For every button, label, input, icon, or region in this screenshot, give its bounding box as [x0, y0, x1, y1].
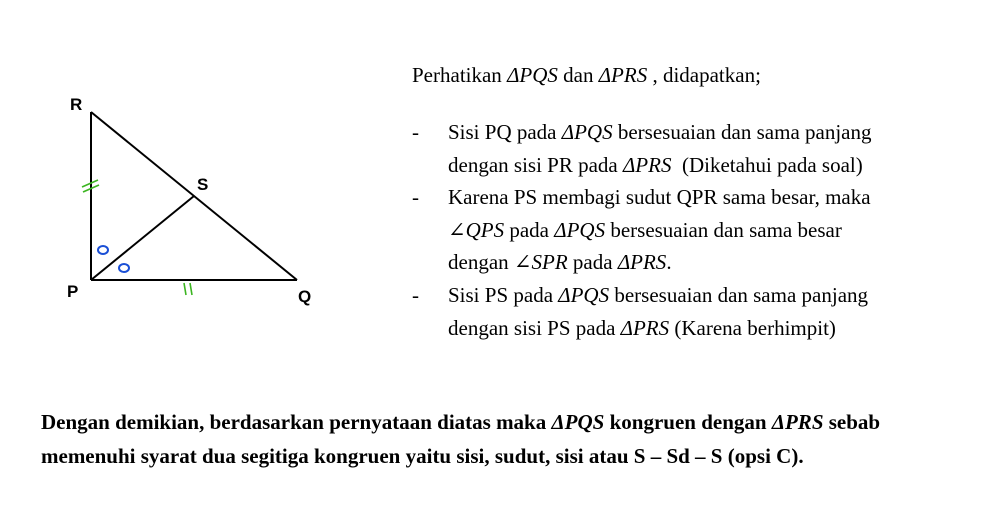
vertex-label-p: P [67, 282, 79, 301]
list-item-angle: - Karena PS membagi sudut QPR sama besar, maka ∠QPS pada ΔPQS bersesuaian dan sama besar dengan ∠SPR pada ΔPRS. [412, 185, 871, 274]
tick-marks-pq [184, 283, 192, 295]
segment-ps [91, 196, 194, 280]
triangle-diagram [0, 0, 400, 340]
vertex-label-r: R [70, 95, 83, 114]
angle-mark-qps [119, 264, 129, 272]
list-item-side-ps: - Sisi PS pada ΔPQS bersesuaian dan sama panjang dengan sisi PS pada ΔPRS (Karena berhimpit) [412, 283, 869, 340]
conclusion-paragraph: Dengan demikian, berdasarkan pernyataan diatas maka ΔPQS kongruen dengan ΔPRS sebab memenuhi syarat dua segitiga kongruen yaitu sisi, sudut, sisi atau S – Sd – S (opsi C). [41, 410, 881, 468]
intro-statement: Perhatikan ΔPQS dan ΔPRS , didapatkan; [412, 63, 761, 87]
list-item-side-pq: - Sisi PQ pada ΔPQS bersesuaian dan sama panjang dengan sisi PR pada ΔPRS (Diketahui pada soal) [412, 120, 872, 177]
vertex-label-q: Q [298, 287, 312, 306]
vertex-label-s: S [197, 175, 209, 194]
angle-mark-spr [98, 246, 108, 254]
